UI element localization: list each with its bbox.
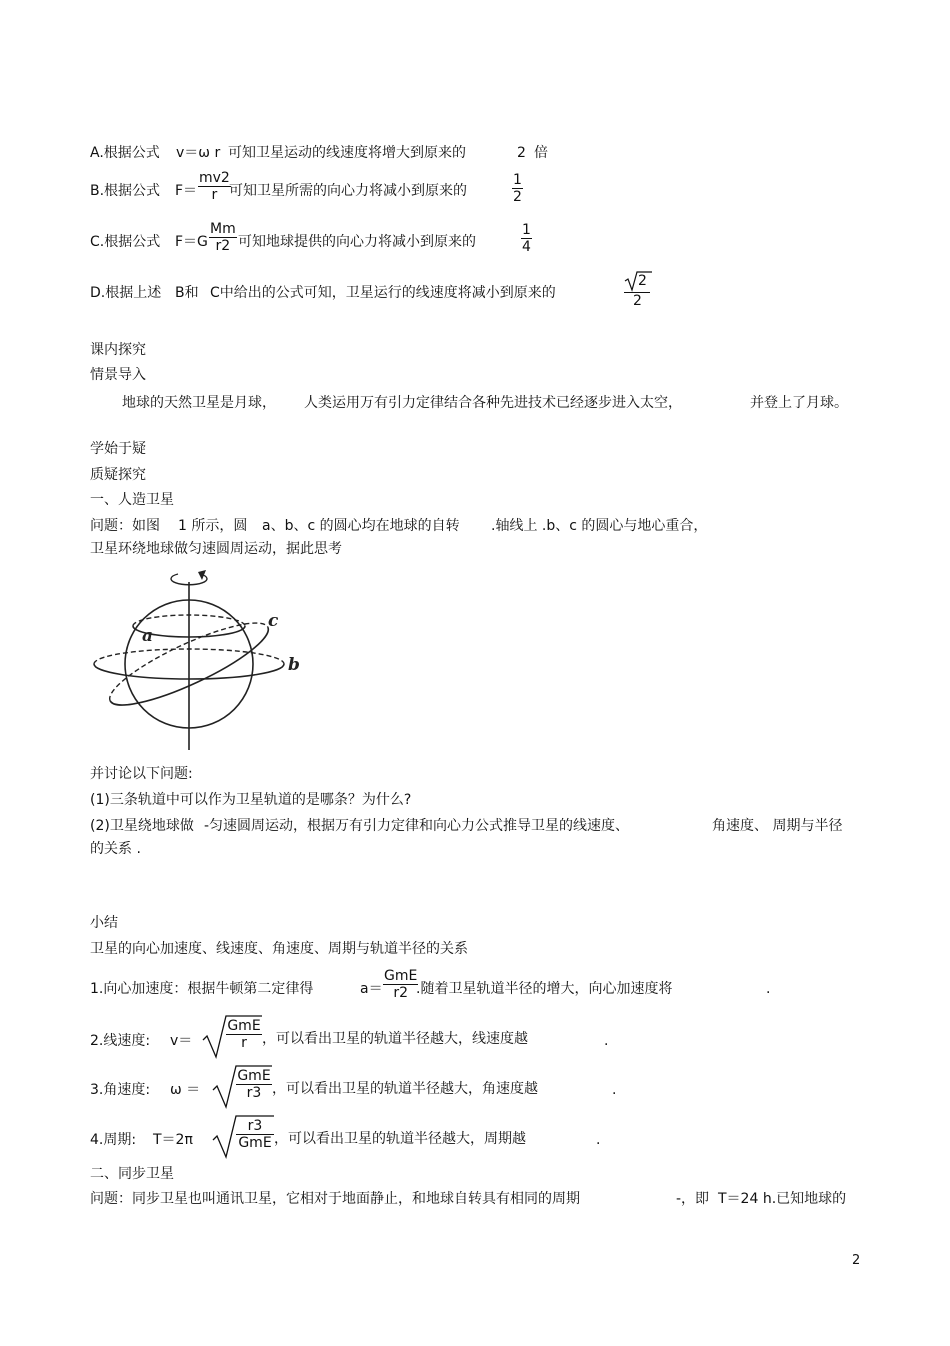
summary-1-fraction [383, 968, 418, 1001]
summary-3-radical [212, 1064, 272, 1108]
summary-2-a: 2.线速度: [90, 1033, 151, 1049]
option-b-den: r [211, 187, 218, 203]
discuss-item-2-line2: 的关系 . [90, 841, 141, 857]
discuss-item-1: (1)三条轨道中可以作为卫星轨道的是哪条？为什么? [90, 792, 412, 808]
option-a-prefix: A.根据公式 [90, 145, 160, 161]
heading-part2: 二、同步卫星 [90, 1166, 174, 1182]
summary-4-radical [212, 1114, 274, 1158]
intro-part-3: 并登上了月球。 [750, 395, 848, 411]
summary-1-num: GmE [384, 968, 418, 984]
question1-b: 1 所示，圆 [178, 518, 248, 534]
summary-1-b: .随着卫星轨道半径的增大，向心加速度将 [416, 981, 673, 997]
intro-part-1: 地球的天然卫星是月球， [122, 395, 276, 411]
heading-explore: 课内探究 [90, 342, 146, 358]
question1-d: .轴线上 .b、c 的圆心与地心重合， [491, 518, 708, 534]
summary-3-lhs: ω ＝ [170, 1082, 201, 1098]
summary-2-end: . [604, 1033, 609, 1049]
summary-2-num: GmE [227, 1018, 261, 1034]
question2-a: 问题：同步卫星也叫通讯卫星，它相对于地面静止，和地球自转具有相同的周期 [90, 1191, 580, 1207]
label-b: b [288, 655, 300, 675]
option-c-val-num: 1 [522, 222, 531, 238]
question1-line2: 卫星环绕地球做匀速圆周运动，据此思考 [90, 541, 342, 557]
summary-4-end: . [596, 1132, 601, 1148]
option-b-num: mv2 [199, 170, 230, 186]
option-d-prefix: D.根据上述 [90, 285, 162, 301]
page-number: 2 [852, 1253, 861, 1268]
option-d-value [624, 270, 654, 310]
option-d-mid2: C中给出的公式可知，卫星运行的线速度将减小到原来的 [210, 285, 556, 301]
summary-4-a: 4.周期: [90, 1132, 137, 1148]
option-a-text: 可知卫星运动的线速度将增大到原来的 [228, 145, 466, 161]
discuss-item-2b: -匀速圆周运动，根据万有引力定律和向心力公式推导卫星的线速度、 [204, 818, 630, 834]
discuss-item-2c: 角速度、 周期与半径 [712, 818, 843, 834]
option-c-prefix: C.根据公式 [90, 234, 161, 250]
intro-part-2: 人类运用万有引力定律结合各种先进技术已经逐步进入太空， [304, 395, 682, 411]
label-c: c [268, 611, 279, 631]
heading-part1: 一、人造卫星 [90, 492, 174, 508]
option-c-text: 可知地球提供的向心力将减小到原来的 [238, 234, 476, 250]
discuss-item-2a: (2)卫星绕地球做 [90, 818, 194, 834]
summary-4-den: GmE [238, 1135, 272, 1151]
option-d-val-num: 2 [638, 273, 647, 289]
option-b-prefix: B.根据公式 [90, 183, 161, 199]
summary-4-num: r3 [236, 1118, 274, 1135]
orbit-figure [88, 566, 318, 756]
summary-2-b: ，可以看出卫星的轨道半径越大，线速度越 [262, 1031, 528, 1047]
summary-3-num: GmE [237, 1068, 271, 1084]
label-a: a [142, 626, 154, 646]
summary-2-den: r [241, 1035, 247, 1051]
summary-3-b: ，可以看出卫星的轨道半径越大，角速度越 [272, 1081, 538, 1097]
summary-2-lhs: v＝ [170, 1033, 193, 1049]
heading-summary: 小结 [90, 915, 118, 931]
summary-3-a: 3.角速度: [90, 1082, 151, 1098]
option-a [90, 144, 160, 162]
option-c-fraction [209, 221, 237, 254]
option-c-val-den: 4 [522, 239, 531, 255]
discuss-title: 并讨论以下问题: [90, 766, 193, 782]
option-b-val-den: 2 [513, 189, 522, 205]
question2-b: -，即 [676, 1191, 710, 1207]
option-b-val-num: 1 [513, 172, 522, 188]
summary-1-lhs: a＝ [360, 981, 383, 997]
summary-3-end: . [612, 1082, 617, 1098]
option-d-mid1: B和 [175, 285, 199, 301]
summary-2-radical [202, 1014, 262, 1058]
summary-subtitle: 卫星的向心加速度、线速度、角速度、周期与轨道半径的关系 [90, 941, 468, 957]
heading-intro: 情景导入 [90, 367, 146, 383]
option-a-suffix: 倍 [534, 145, 548, 161]
option-b-text: 可知卫星所需的向心力将减小到原来的 [229, 183, 467, 199]
question1-a: 问题：如图 [90, 518, 160, 534]
summary-1-den: r2 [393, 985, 408, 1001]
option-b-fraction [198, 170, 231, 203]
option-c-num: Mm [210, 221, 236, 237]
heading-doubt: 学始于疑 [90, 441, 146, 457]
summary-4-lhs: T＝2π [153, 1132, 193, 1148]
question2-c: T＝24 h.已知地球的 [718, 1191, 847, 1207]
option-b-lhs: F＝ [175, 183, 198, 199]
option-b-value [512, 172, 523, 205]
question1-c: a、b、c 的圆心均在地球的自转 [262, 518, 460, 534]
option-d-val-den: 2 [633, 293, 642, 309]
option-c-value [521, 222, 532, 255]
summary-4-b: ，可以看出卫星的轨道半径越大，周期越 [274, 1131, 526, 1147]
summary-1-a: 1.向心加速度：根据牛顿第二定律得 [90, 981, 314, 997]
option-a-formula: v＝ω r [176, 145, 221, 161]
option-c-den: r2 [215, 238, 231, 254]
heading-inquiry: 质疑探究 [90, 467, 146, 483]
option-a-value: 2 [517, 145, 526, 161]
option-c-lhs: F＝G [175, 234, 208, 250]
summary-3-den: r3 [246, 1085, 262, 1101]
summary-1-end: . [766, 981, 771, 997]
